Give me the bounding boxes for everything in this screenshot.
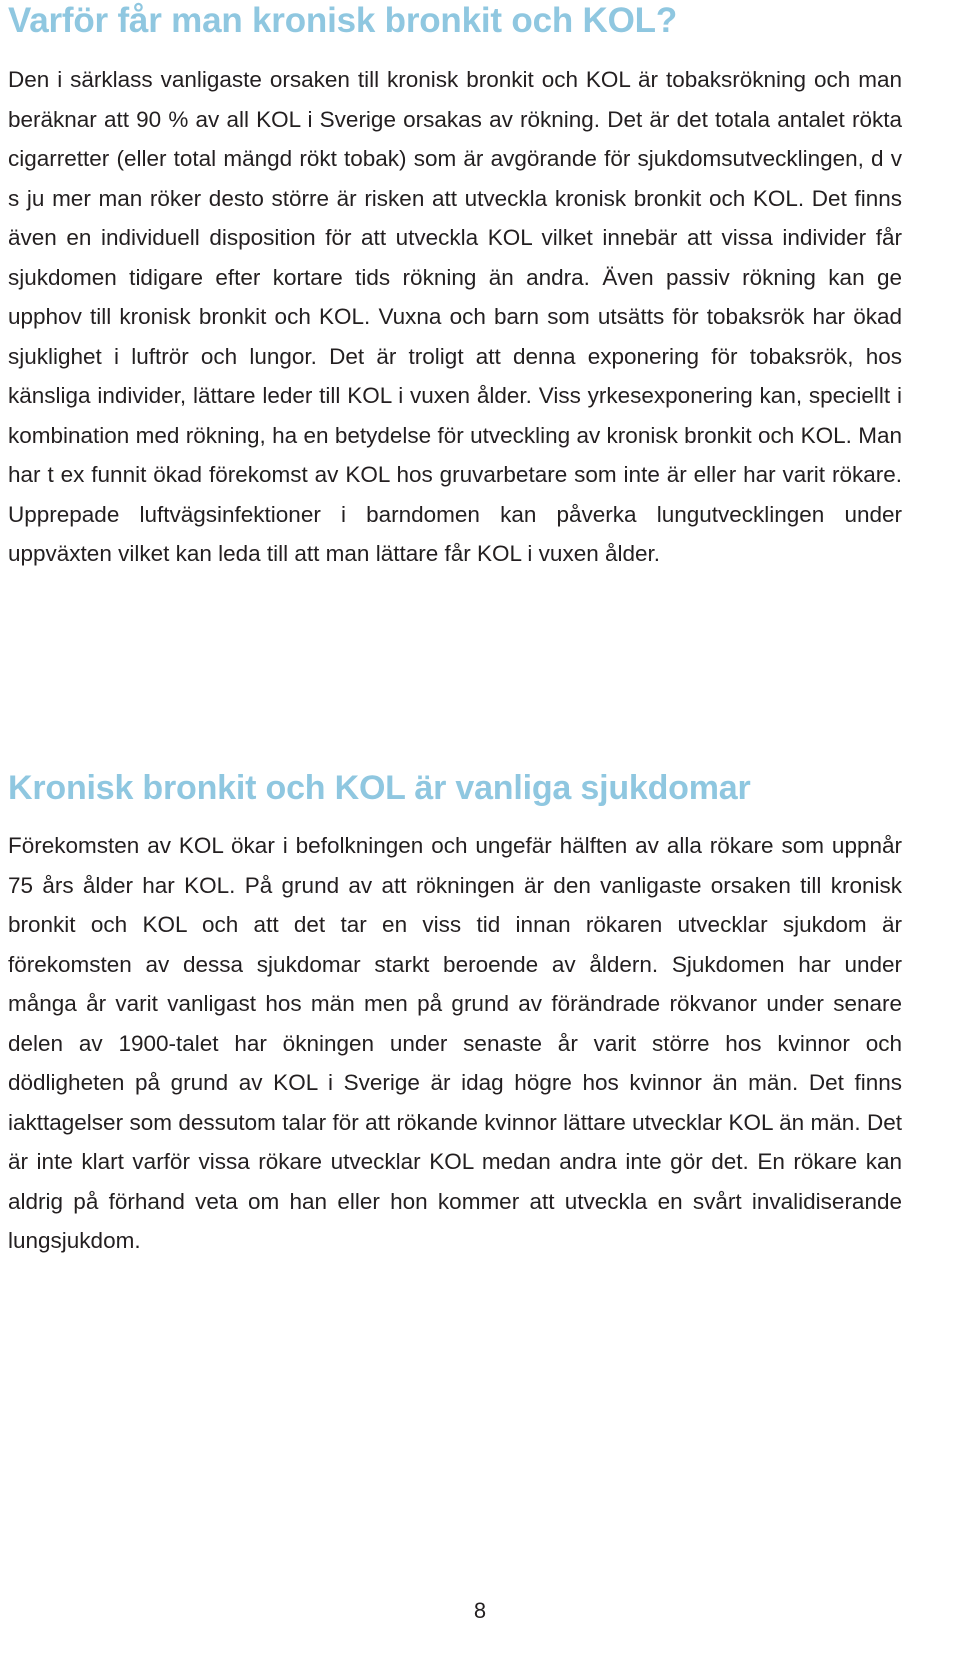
section-paragraph: Förekomsten av KOL ökar i befolkningen och ungefär hälften av alla rökare som uppnår 75 års ålder har KOL. På grund av att rökningen är den vanligaste orsaken till kronisk bronkit och KOL och att det tar en viss tid innan rökaren utvecklar sjukdom är förekomsten av dessa sjukdomar starkt beroende av åldern. Sjukdomen har under många år varit vanligast hos män men på grund av förändrade rökvanor under senare delen av 1900-talet har ökningen under senaste år varit större hos kvinnor och dödligheten på grund av KOL i Sverige är idag högre hos kvinnor än män. Det finns iakttagelser som dessutom talar för att rökande kvinnor lättare utvecklar KOL än män. Det är inte klart varför vissa rökare utvecklar KOL medan andra inte gör det. En rökare kan aldrig på förhand veta om han eller hon kommer att utveckla en svårt invalidiserande lungsjukdom. <box>8 833 902 1253</box>
section-heading: Kronisk bronkit och KOL är vanliga sjukdomar <box>8 769 751 807</box>
section-prevalence <box>8 768 902 1261</box>
page-number: 8 <box>473 1598 487 1623</box>
section-causes <box>8 0 902 574</box>
section-heading: Varför får man kronisk bronkit och KOL? <box>8 1 677 40</box>
section-paragraph: Den i särklass vanligaste orsaken till kronisk bronkit och KOL är tobaksrökning och man beräknar att 90 % av all KOL i Sverige orsakas av rökning. Det är det totala antalet rökta cigarretter (eller total mängd rökt tobak) som är avgörande för sjukdomsutvecklingen, d v s ju mer man röker desto större är risken att utveckla kronisk bronkit och KOL. Det finns även en individuell disposition för att utveckla KOL vilket innebär att vissa individer får sjukdomen tidigare efter kortare tids rökning än andra. Även passiv rökning kan ge upphov till kronisk bronkit och KOL. Vuxna och barn som utsätts för tobaksrök har ökad sjuklighet i luftrör och lungor. Det är troligt att denna exponering för tobaksrök, hos känsliga individer, lättare leder till KOL i vuxen ålder. Viss yrkesexponering kan, speciellt i kombination med rökning, ha en betydelse för utveckling av kronisk bronkit och KOL. Man har t ex funnit ökad förekomst av KOL hos gruvarbetare som inte är eller har varit rökare. Upprepade luftvägsinfektioner i barndomen kan påverka lungutvecklingen under uppväxten vilket kan leda till att man lättare får KOL i vuxen ålder. <box>8 67 902 566</box>
